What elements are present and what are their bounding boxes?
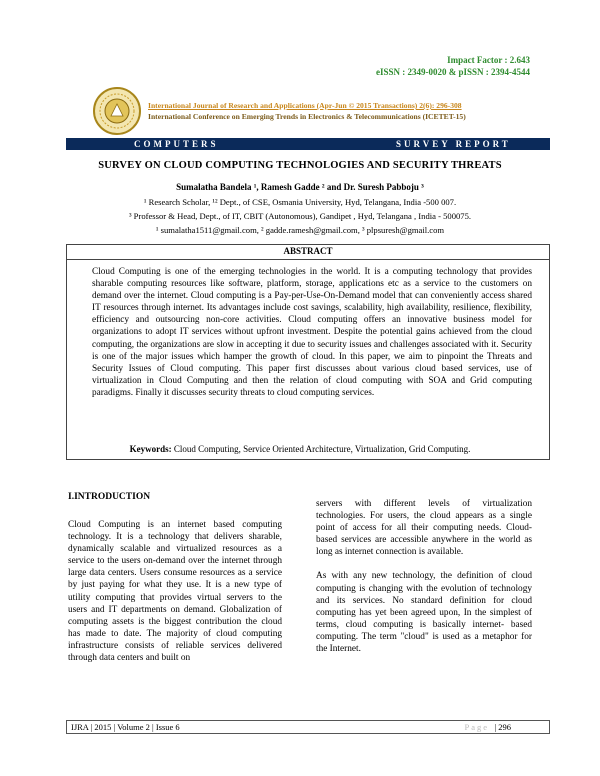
section-heading: I.INTRODUCTION — [68, 492, 151, 502]
author-emails: ¹ sumalatha1511@gmail.com, ² gadde.ramesh@gmail.com, ³ plpsuresh@gmail.com — [155, 225, 445, 235]
paper-title: SURVEY ON CLOUD COMPUTING TECHNOLOGIES AND SECURITY THREATS — [98, 160, 502, 171]
page-footer — [66, 720, 550, 734]
conference-name: International Conference on Emerging Trends in Electronics & Telecommunications (ICETET-15) — [148, 112, 466, 121]
category-label: COMPUTERS — [134, 139, 219, 149]
journal-logo-icon — [92, 86, 142, 136]
journal-citation: International Journal of Research and Applications (Apr-Jun © 2015 Transactions) 2(6): 296-308 — [148, 101, 462, 110]
abstract-text: Cloud Computing is one of the emerging technologies in the world. It is a computing technology that provides sharable computing resources like software, platform, storage, applications etc as a service to the customers on demand over the internet. Cloud computing is a Pay-per-Use-On-Demand model that can conveniently access shared IT resources through internet. Its advantages include cost savings, scalability, high availability, resilience, flexibility, efficiency and outsourcing non-core activities. Cloud computing offers an innovative business model for organizations to adopt IT services without upfront investment. Despite the potential gains achieved from the cloud computing, the organizations are slow in accepting it due to security issues and challenges associated with it. Security is one of the major issues which hamper the growth of cloud. In this paper, we aim to pinpoint the Threats and Security Issues of Cloud computing. This paper first discusses about various cloud based services, use of virtualization in Cloud Computing and then the relation of cloud computing with SOA and Grid computing paradigms. Finally it discusses security threats to cloud computing services. — [92, 267, 532, 398]
intro-paragraph-3: As with any new technology, the definition of cloud computing is changing with the evolution of technology and its services. No standard definition for cloud computing has yet been agreed upon, In the simplest of terms, cloud computing is basically internet- based computing. The term "cloud" is used as a metaphor for the Internet. — [316, 571, 532, 655]
intro-paragraph-2: servers with different levels of virtualization technologies. For users, the cloud appears as a single point of access for all their computing needs. Cloud-based services are accessible anywhere in the world as long as internet connection is available. — [316, 499, 532, 558]
footer-page-number: | 296 — [494, 722, 511, 732]
intro-column-1: Cloud Computing is an internet based computing technology. It is a technology that delivers sharable, dynamically scalable and virtualized resources as a service to the users on-demand over the internet through large data centers. Users consume resources as a service by just paying for what they use. It is a new type of utility computing that provides virtual servers to the users and IT departments on demand. Globalization of computing assets is the biggest contribution the cloud has made to date. The majority of cloud computing infrastructure consists of reliable services delivered through data centers and built on — [68, 520, 282, 664]
category-banner — [66, 138, 550, 150]
footer-page-label: Page — [464, 722, 489, 732]
footer-citation: IJRA | 2015 | Volume 2 | Issue 6 — [71, 722, 180, 732]
abstract-heading: ABSTRACT — [66, 244, 550, 260]
keywords — [0, 444, 600, 454]
paper-authors: Sumalatha Bandela ¹, Ramesh Gadde ² and Dr. Suresh Pabboju ³ — [176, 182, 424, 192]
affiliation-1: ¹ Research Scholar, ¹² Dept., of CSE, Osmania University, Hyd, Telangana, India -500 007. — [143, 197, 457, 207]
journal-info — [148, 100, 548, 122]
affiliation-2: ³ Professor & Head, Dept., of IT, CBIT (Autonomous), Gandipet , Hyd, Telangana , India - 500075. — [128, 211, 472, 221]
keywords-list: Cloud Computing, Service Oriented Architecture, Virtualization, Grid Computing. — [173, 444, 471, 454]
issn: eISSN : 2349-0020 & pISSN : 2394-4544 — [375, 67, 530, 77]
keywords-label: Keywords: — [129, 444, 172, 454]
intro-column-2 — [316, 498, 532, 667]
report-type-label: SURVEY REPORT — [396, 139, 511, 149]
impact-factor: Impact Factor : 2.643 — [447, 55, 530, 65]
impact-block — [376, 54, 530, 78]
